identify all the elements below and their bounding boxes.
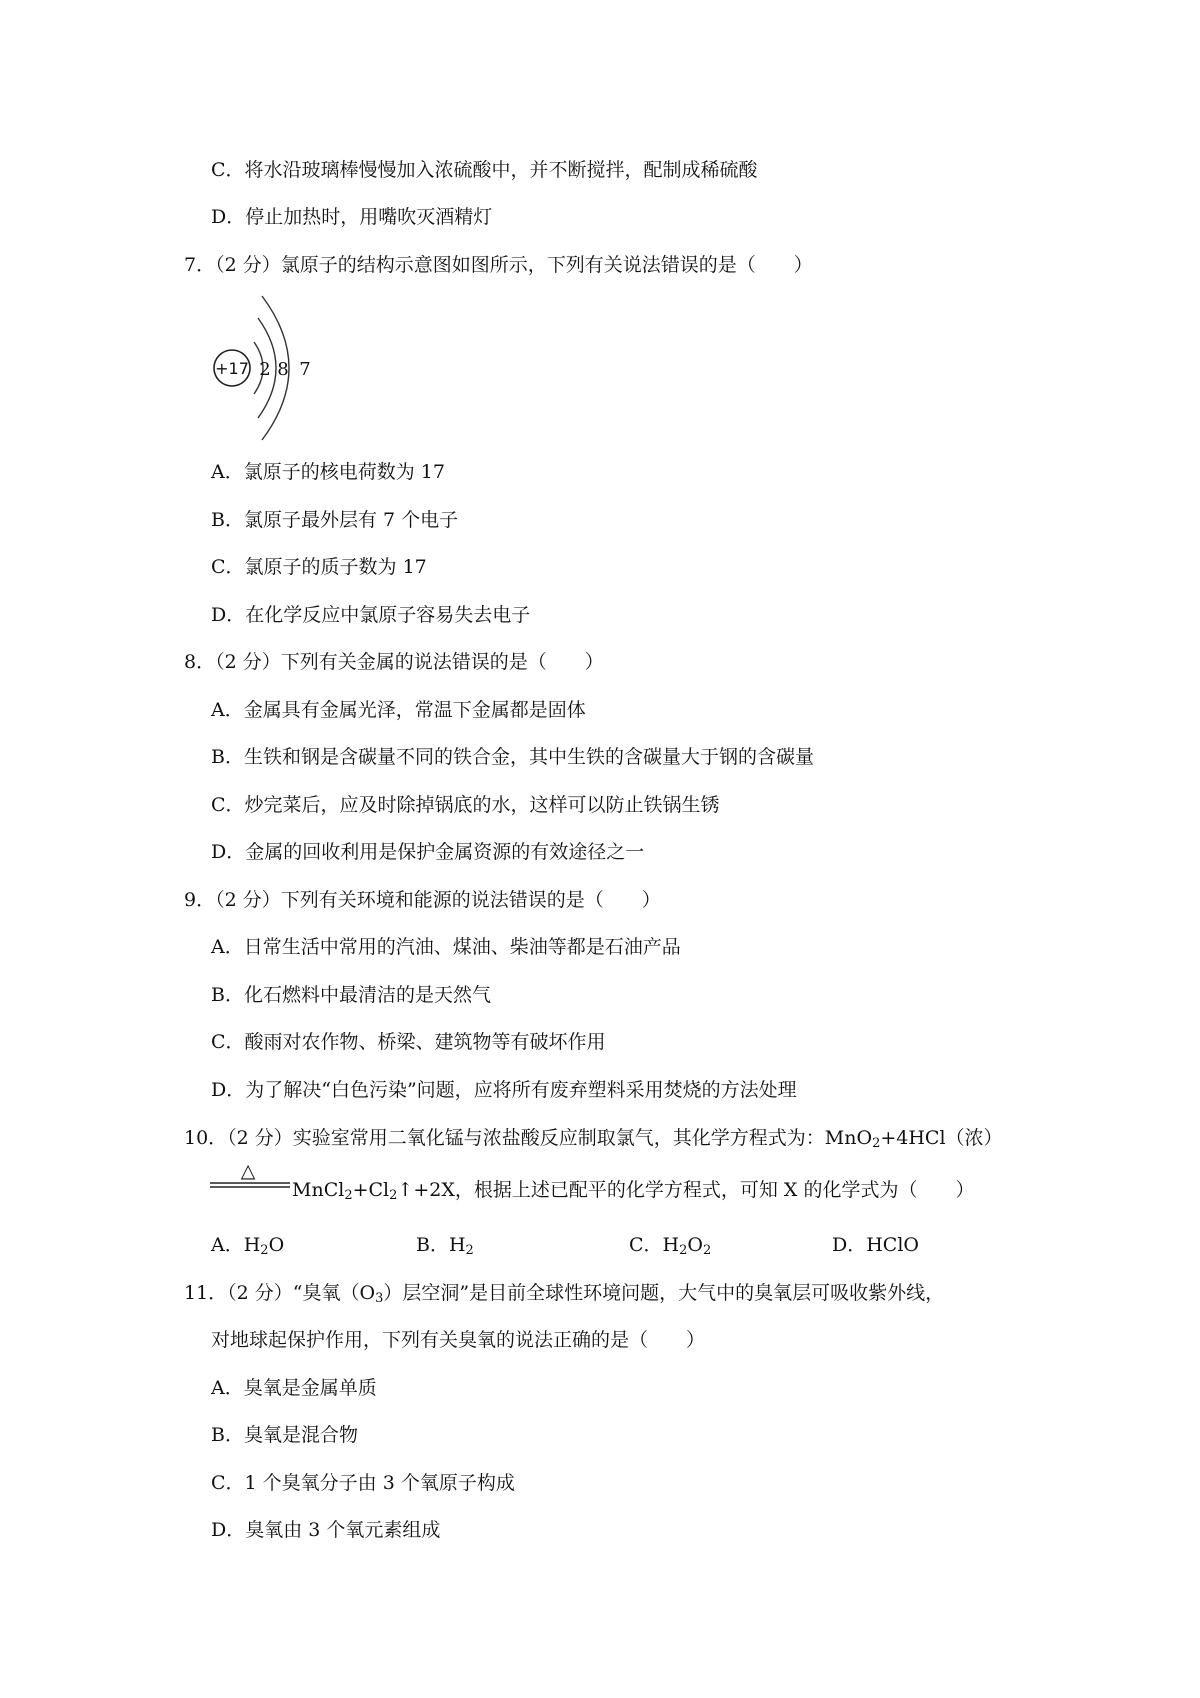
q10-stem xyxy=(184,1126,1003,1150)
q10-eq-part: +Cl xyxy=(352,1179,390,1201)
q10-eq-tail: ↑+2X，根据上述已配平的化学方程式，可知 X 的化学式为（ ） xyxy=(397,1179,975,1201)
q10-stem-text: 10．（2 分）实验室常用二氧化锰与浓盐酸反应制取氯气，其化学方程式为：MnO xyxy=(184,1127,873,1149)
q10-stem-suffix: +4HCl（浓） xyxy=(880,1127,1003,1149)
q7-option-c: C．氯原子的质子数为 17 xyxy=(211,556,427,578)
q8-option-d: D．金属的回收利用是保护金属资源的有效途径之一 xyxy=(211,841,645,863)
chlorine-atom-structure-diagram xyxy=(210,288,320,448)
shell-3-electrons: 7 xyxy=(299,359,311,380)
shell-2-electrons: 8 xyxy=(277,359,289,380)
q6-option-c: C．将水沿玻璃棒慢慢加入浓硫酸中，并不断搅拌，配制成稀硫酸 xyxy=(211,159,758,181)
q11-option-c: C．1 个臭氧分子由 3 个氧原子构成 xyxy=(211,1472,515,1494)
q11-stem-line2: 对地球起保护作用，下列有关臭氧的说法正确的是（ ） xyxy=(211,1329,706,1351)
q8-option-c: C．炒完菜后，应及时除掉锅底的水，这样可以防止铁锅生锈 xyxy=(211,794,720,816)
q7-option-d: D．在化学反应中氯原子容易失去电子 xyxy=(211,604,531,626)
q9-stem: 9．（2 分）下列有关环境和能源的说法错误的是（ ） xyxy=(184,889,661,911)
q10-option-b: B．$H_2$ xyxy=(416,1234,474,1258)
heating-equals-sign xyxy=(208,1162,292,1192)
q8-option-a: A．金属具有金属光泽，常温下金属都是固体 xyxy=(211,699,586,721)
q11-stem-suffix: ）层空洞”是目前全球性环境问题，大气中的臭氧层可吸收紫外线， xyxy=(383,1282,945,1304)
q8-stem: 8．（2 分）下列有关金属的说法错误的是（ ） xyxy=(184,651,604,673)
q10-option-c: C．$H_2O_2$ xyxy=(629,1234,712,1258)
q11-stem xyxy=(184,1281,944,1305)
q6-option-d: D．停止加热时，用嘴吹灭酒精灯 xyxy=(211,206,493,228)
heating-triangle: △ xyxy=(240,1162,256,1182)
q11-stem-sub: 3 xyxy=(375,1291,384,1306)
q9-option-c: C．酸雨对农作物、桥梁、建筑物等有破坏作用 xyxy=(211,1031,606,1053)
q7-option-a: A．氯原子的核电荷数为 17 xyxy=(211,461,445,483)
q10-eq-sub: 2 xyxy=(344,1188,353,1203)
shell-1-electrons: 2 xyxy=(259,359,271,380)
q10-stem-sub: 2 xyxy=(872,1136,881,1151)
q11-stem-text: 11．（2 分）“臭氧（O xyxy=(184,1282,376,1304)
q10-option-d: D．HClO xyxy=(832,1234,919,1256)
q9-option-d: D．为了解决“白色污染”问题，应将所有废弃塑料采用焚烧的方法处理 xyxy=(211,1079,797,1101)
q7-option-b: B．氯原子最外层有 7 个电子 xyxy=(211,509,459,531)
q9-option-b: B．化石燃料中最清洁的是天然气 xyxy=(211,984,491,1006)
q10-option-a: A．$H_2O$ xyxy=(211,1234,285,1258)
nucleus-charge: +17 xyxy=(215,359,249,378)
q7-stem: 7．（2 分）氯原子的结构示意图如图所示，下列有关说法错误的是（ ） xyxy=(184,254,813,276)
q10-equation xyxy=(292,1178,974,1202)
q10-eq-part: MnCl xyxy=(292,1179,345,1201)
q11-option-d: D．臭氧由 3 个氧元素组成 xyxy=(211,1519,441,1541)
q8-option-b: B．生铁和钢是含碳量不同的铁合金，其中生铁的含碳量大于钢的含碳量 xyxy=(211,746,814,768)
q11-option-a: A．臭氧是金属单质 xyxy=(211,1377,377,1399)
q11-option-b: B．臭氧是混合物 xyxy=(211,1424,358,1446)
q9-option-a: A．日常生活中常用的汽油、煤油、柴油等都是石油产品 xyxy=(211,936,681,958)
q10-eq-sub: 2 xyxy=(389,1188,398,1203)
